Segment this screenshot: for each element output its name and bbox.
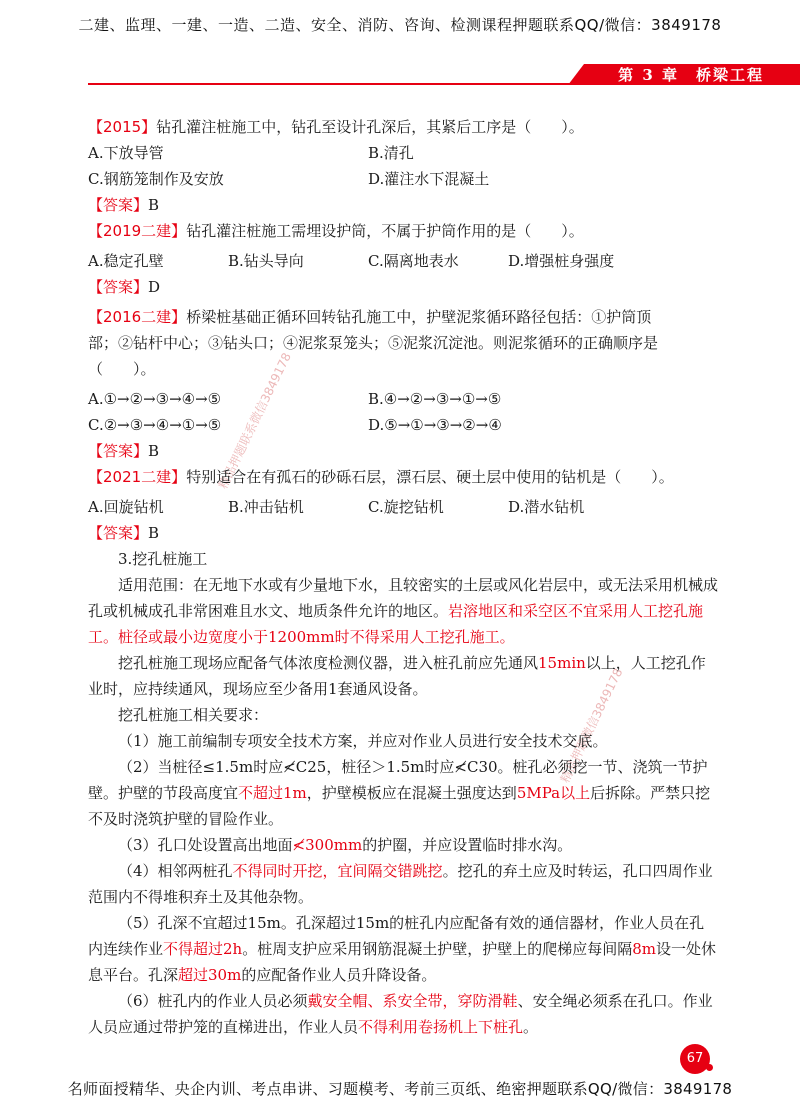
option-a: A.①→②→③→④→⑤ bbox=[88, 390, 222, 408]
chapter-title: 第 3 章 桥梁工程 bbox=[618, 66, 764, 84]
answer-tag: 【答案】 bbox=[88, 278, 149, 296]
option-a: A.下放导管 bbox=[88, 144, 164, 162]
options-row bbox=[88, 140, 718, 166]
question-tag: 【2019二建】 bbox=[88, 222, 187, 240]
req6-text: （6）桩孔内的作业人员必须 bbox=[118, 992, 308, 1010]
answer-value: B bbox=[148, 442, 160, 460]
req5-text: （5）孔深不宜超过15m。孔深超过15m的桩孔内应配备有效的通信器材，作业人员在孔内连续作业 bbox=[88, 914, 705, 958]
option-d: D.灌注水下混凝土 bbox=[368, 170, 490, 188]
req2-text-3: 后拆除。严禁只挖不及时浇筑护壁的冒险作业。 bbox=[88, 784, 711, 828]
req3-highlight: ≮300mm bbox=[292, 836, 363, 854]
answer-tag: 【答案】 bbox=[88, 524, 149, 542]
answer-line bbox=[88, 438, 718, 464]
req5-text-3: 设一处休息平台。孔深 bbox=[88, 940, 717, 984]
question-stem: 钻孔灌注桩施工中，钻孔至设计孔深后，其紧后工序是（ ）。 bbox=[156, 118, 584, 136]
req6-highlight-2: 不得利用卷扬机上下桩孔 bbox=[358, 1018, 524, 1036]
answer-line bbox=[88, 192, 718, 218]
answer-tag: 【答案】 bbox=[88, 442, 149, 460]
vent-highlight: 15min bbox=[538, 654, 586, 672]
req2-highlight-2: 5MPa以上 bbox=[516, 784, 591, 802]
options-row bbox=[88, 386, 718, 412]
answer-line bbox=[88, 520, 718, 546]
watermark: 精品押题联系微信3849178 bbox=[215, 350, 294, 492]
section-title: 3.挖孔桩施工 bbox=[118, 550, 208, 568]
req2-highlight: 不超过1m bbox=[238, 784, 307, 802]
req5-highlight-3: 超过30m bbox=[178, 966, 242, 984]
requirement-5 bbox=[88, 910, 718, 988]
requirement-2 bbox=[88, 754, 718, 832]
option-c: C.隔离地表水 bbox=[368, 252, 459, 270]
chapter-header bbox=[88, 64, 800, 84]
page-number-dot bbox=[706, 1064, 713, 1071]
question-stem-line2: 部；②钻杆中心；③钻头口；④泥浆泵笼头；⑤泥浆沉淀池。则泥浆循环的正确顺序是 bbox=[88, 334, 659, 352]
option-b: B.冲击钻机 bbox=[228, 498, 304, 516]
option-d: D.⑤→①→③→②→④ bbox=[368, 416, 502, 434]
req3-text-2: 的护圈，并应设置临时排水沟。 bbox=[362, 836, 573, 854]
question-tag: 【2021二建】 bbox=[88, 468, 187, 486]
req4-text-2: 。挖孔的弃土应及时转运，孔口四周作业范围内不得堆积弃土及其他杂物。 bbox=[88, 862, 713, 906]
question-stem: 钻孔灌注桩施工需埋设护筒，不属于护筒作用的是（ ）。 bbox=[186, 222, 584, 240]
question-2019 bbox=[88, 218, 718, 244]
paragraph-scope bbox=[88, 572, 718, 650]
options-row bbox=[88, 166, 718, 192]
option-a: A.稳定孔壁 bbox=[88, 252, 164, 270]
option-d: D.潜水钻机 bbox=[508, 498, 585, 516]
req6-text-3: 。 bbox=[523, 1018, 539, 1036]
option-b: B.清孔 bbox=[368, 144, 414, 162]
page-content bbox=[88, 114, 718, 1040]
answer-line bbox=[88, 274, 718, 300]
answer-value: B bbox=[148, 196, 160, 214]
answer-value: B bbox=[148, 524, 160, 542]
options-row bbox=[88, 412, 718, 438]
req6-text-2: 、安全绳必须系在孔口。作业人员应通过带护笼的直梯进出，作业人员 bbox=[88, 992, 713, 1036]
req5-highlight-2: 8m bbox=[632, 940, 657, 958]
req4-highlight: 不得同时开挖，宜间隔交错跳挖 bbox=[232, 862, 443, 880]
req4-text: （4）相邻两桩孔 bbox=[118, 862, 233, 880]
bottom-banner: 名师面授精华、央企内训、考点串讲、习题模考、考前三页纸、绝密押题联系QQ/微信：3849178 bbox=[67, 1080, 733, 1098]
option-c: C.旋挖钻机 bbox=[368, 498, 444, 516]
question-stem-line1: 桥梁桩基础正循环回转钻孔施工中，护壁泥浆循环路径包括：①护筒顶 bbox=[186, 308, 652, 326]
requirement-4 bbox=[88, 858, 718, 910]
req5-highlight: 不得超过2h bbox=[163, 940, 243, 958]
watermark: 精品押题微信3849178 bbox=[557, 666, 626, 786]
options-row bbox=[88, 248, 718, 274]
req6-highlight: 戴安全帽、系安全带，穿防滑鞋 bbox=[307, 992, 518, 1010]
option-a: A.回旋钻机 bbox=[88, 498, 164, 516]
question-stem-line3: （ ）。 bbox=[88, 360, 156, 378]
vent-text-2: 以上，人工挖孔作业时，应持续通风，现场应至少备用1套通风设备。 bbox=[88, 654, 706, 698]
option-c: C.钢筋笼制作及安放 bbox=[88, 170, 224, 188]
req5-text-4: 的应配备作业人员升降设备。 bbox=[241, 966, 437, 984]
question-2021 bbox=[88, 464, 718, 490]
requirement-3 bbox=[88, 832, 718, 858]
options-row bbox=[88, 494, 718, 520]
question-tag: 【2016二建】 bbox=[88, 308, 187, 326]
question-2016 bbox=[88, 304, 718, 330]
answer-tag: 【答案】 bbox=[88, 196, 149, 214]
req3-text: （3）孔口处设置高出地面 bbox=[118, 836, 293, 854]
answer-value: D bbox=[148, 278, 161, 296]
top-banner: 二建、监理、一建、一造、二造、安全、消防、咨询、检测课程押题联系QQ/微信：3849178 bbox=[78, 16, 722, 34]
option-b: B.钻头导向 bbox=[228, 252, 304, 270]
req2-text: （2）当桩径≤1.5m时应≮C25，桩径＞1.5m时应≮C30。桩孔必须挖一节、浇筑一节护壁。护壁的节段高度宜 bbox=[88, 758, 708, 802]
option-c: C.②→③→④→①→⑤ bbox=[88, 416, 222, 434]
question-2015 bbox=[88, 114, 718, 140]
requirement-1: （1）施工前编制专项安全技术方案，并应对作业人员进行安全技术交底。 bbox=[118, 732, 608, 750]
question-stem: 特别适合在有孤石的砂砾石层，漂石层、硬土层中使用的钻机是（ ）。 bbox=[186, 468, 674, 486]
req5-text-2: 。桩周支护应采用钢筋混凝土护壁，护壁上的爬梯应每间隔 bbox=[242, 940, 633, 958]
requirement-6 bbox=[88, 988, 718, 1040]
req2-text-2: ，护壁模板应在混凝土强度达到 bbox=[306, 784, 517, 802]
scope-text: 适用范围：在无地下水或有少量地下水，且较密实的土层或风化岩层中，或无法采用机械成孔或机械成孔非常困难且水文、地质条件允许的地区。 bbox=[88, 576, 719, 620]
requirements-heading: 挖孔桩施工相关要求： bbox=[118, 706, 269, 724]
option-b: B.④→②→③→①→⑤ bbox=[368, 390, 502, 408]
question-tag: 【2015】 bbox=[88, 118, 157, 136]
page-number: 67 bbox=[680, 1044, 710, 1074]
option-d: D.增强桩身强度 bbox=[508, 252, 615, 270]
paragraph-ventilation bbox=[88, 650, 718, 702]
scope-highlight: 岩溶地区和采空区不宜采用人工挖孔施工。桩径或最小边宽度小于1200mm时不得采用人工挖孔施工。 bbox=[88, 602, 704, 646]
vent-text: 挖孔桩施工现场应配备气体浓度检测仪器，进入桩孔前应先通风 bbox=[118, 654, 539, 672]
